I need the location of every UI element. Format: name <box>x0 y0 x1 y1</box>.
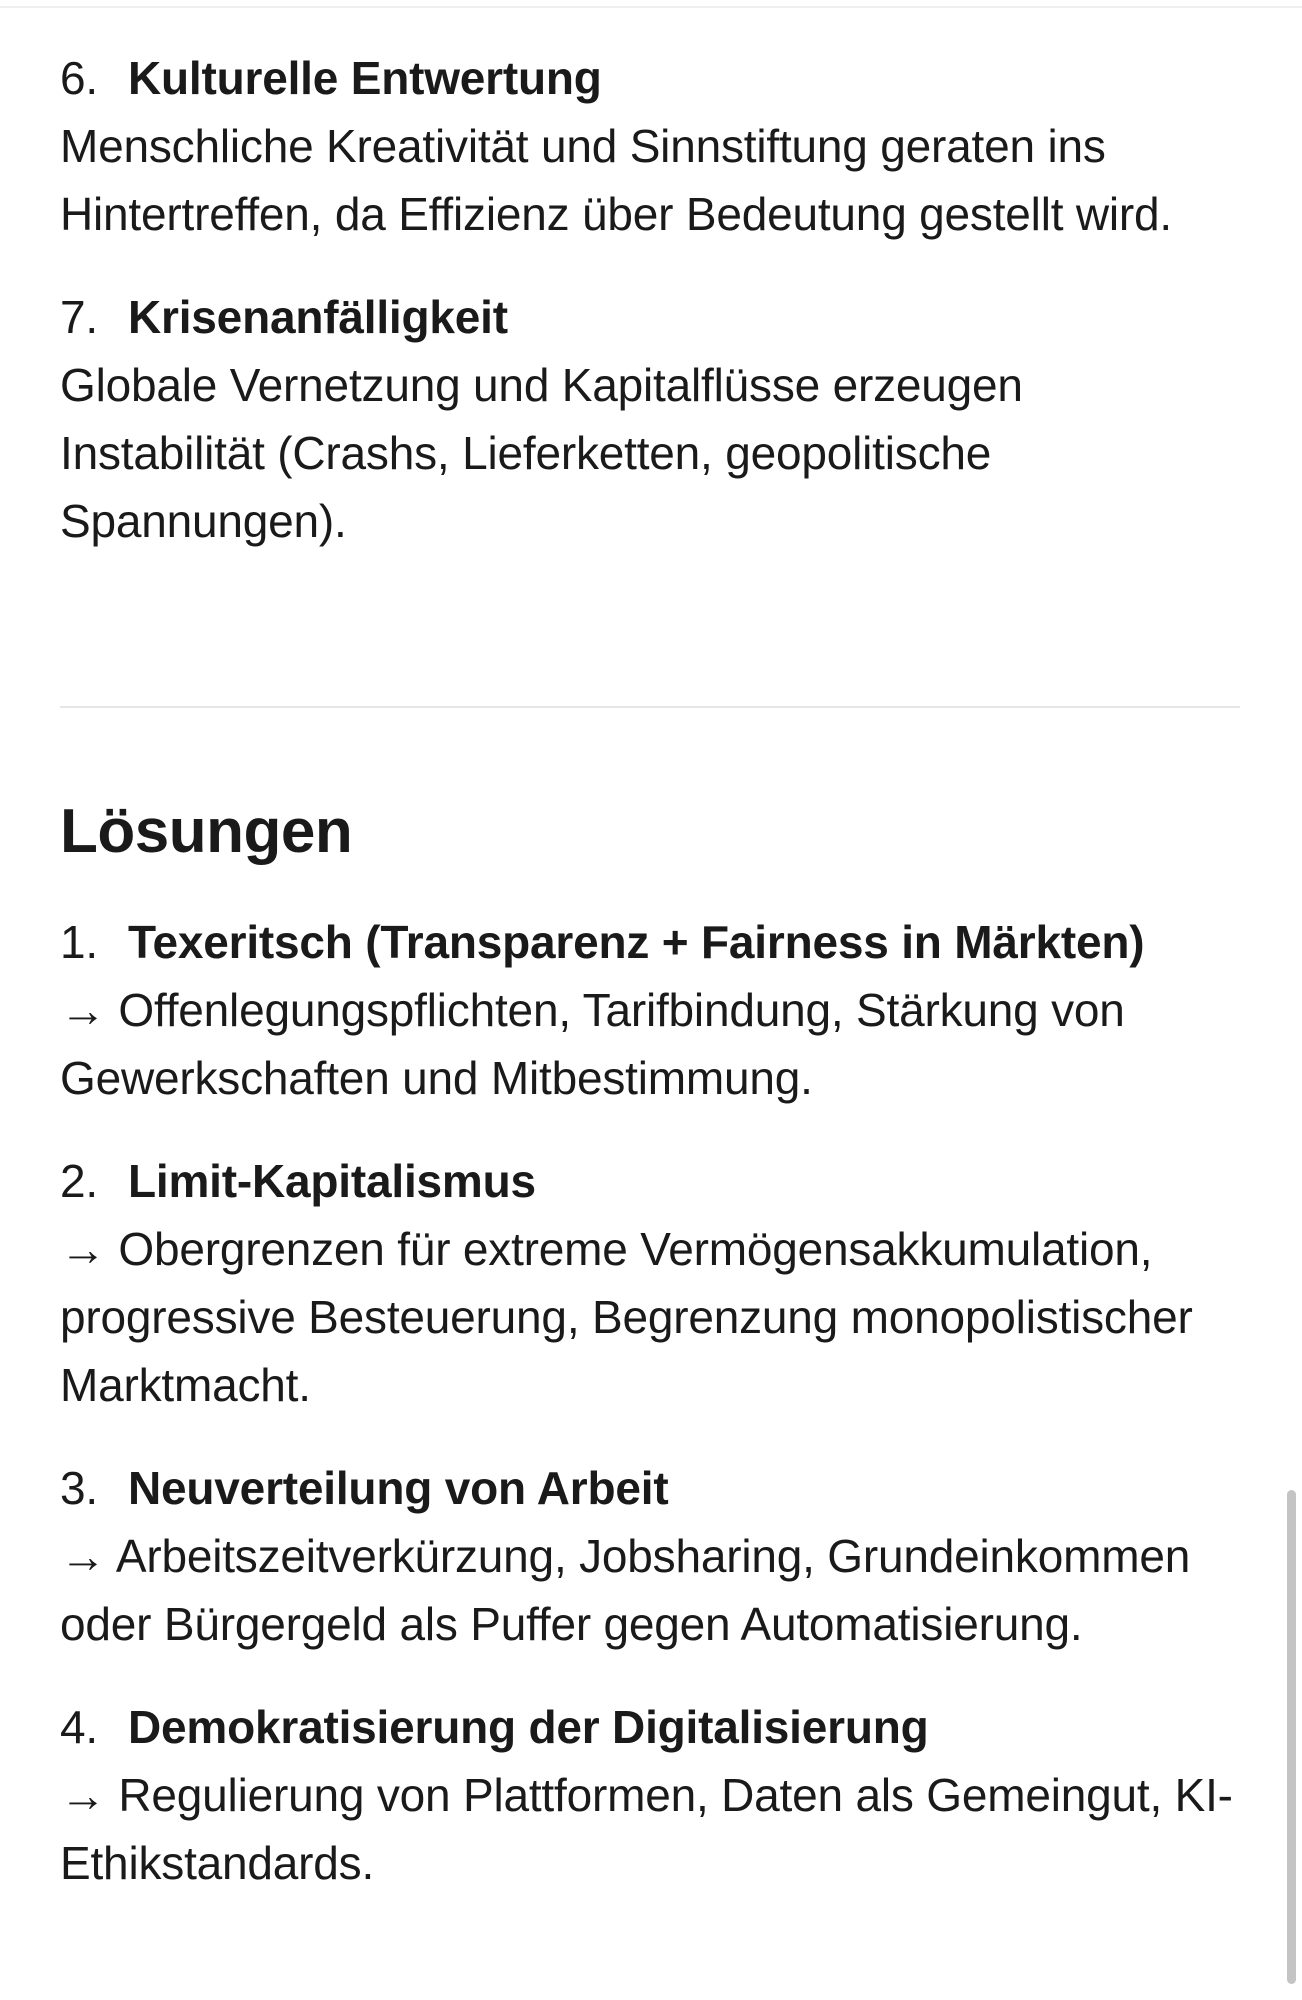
item-number: 2. <box>60 1155 98 1207</box>
item-body: → Obergrenzen für extreme Vermögensakkumulation, progressive Besteuerung, Begrenzung monopolistischer Marktmacht. <box>60 1223 1193 1411</box>
list-item <box>60 1454 1240 1658</box>
item-body: → Arbeitszeitverkürzung, Jobsharing, Grundeinkommen oder Bürgergeld als Puffer gegen Automatisierung. <box>60 1530 1191 1650</box>
item-title: Limit-Kapitalismus <box>128 1155 536 1207</box>
item-heading <box>60 908 1240 976</box>
item-heading <box>60 44 1240 112</box>
item-body: Menschliche Kreativität und Sinnstiftung geraten ins Hintertreffen, da Effizienz über Bedeutung gestellt wird. <box>60 120 1173 240</box>
item-heading <box>60 1693 1240 1761</box>
section-heading-solutions: Lösungen <box>60 797 353 866</box>
item-number: 1. <box>60 916 98 968</box>
section-divider <box>60 706 1240 708</box>
item-title: Krisenanfälligkeit <box>128 291 508 343</box>
list-item <box>60 44 1240 248</box>
item-title: Neuverteilung von Arbeit <box>128 1462 669 1514</box>
solutions-list <box>60 908 1240 1897</box>
item-title: Texeritsch (Transparenz + Fairness in Märkten) <box>128 916 1145 968</box>
list-item <box>60 1147 1240 1419</box>
item-heading <box>60 1147 1240 1215</box>
item-body: → Offenlegungspflichten, Tarifbindung, Stärkung von Gewerkschaften und Mitbestimmung. <box>60 984 1125 1104</box>
problems-list <box>60 44 1240 555</box>
item-heading <box>60 283 1240 351</box>
item-number: 7. <box>60 291 98 343</box>
list-item <box>60 1693 1240 1897</box>
item-title: Kulturelle Entwertung <box>128 52 602 104</box>
item-number: 3. <box>60 1462 98 1514</box>
item-number: 4. <box>60 1701 98 1753</box>
item-heading <box>60 1454 1240 1522</box>
list-item <box>60 908 1240 1112</box>
top-divider <box>0 6 1302 8</box>
item-body: Globale Vernetzung und Kapitalflüsse erzeugen Instabilität (Crashs, Lieferketten, geopolitische Spannungen). <box>60 359 1023 547</box>
scrollbar-thumb[interactable] <box>1287 1490 1296 1984</box>
item-number: 6. <box>60 52 98 104</box>
item-body: → Regulierung von Plattformen, Daten als Gemeingut, KI-Ethikstandards. <box>60 1769 1233 1889</box>
item-title: Demokratisierung der Digitalisierung <box>128 1701 929 1753</box>
list-item <box>60 283 1240 555</box>
